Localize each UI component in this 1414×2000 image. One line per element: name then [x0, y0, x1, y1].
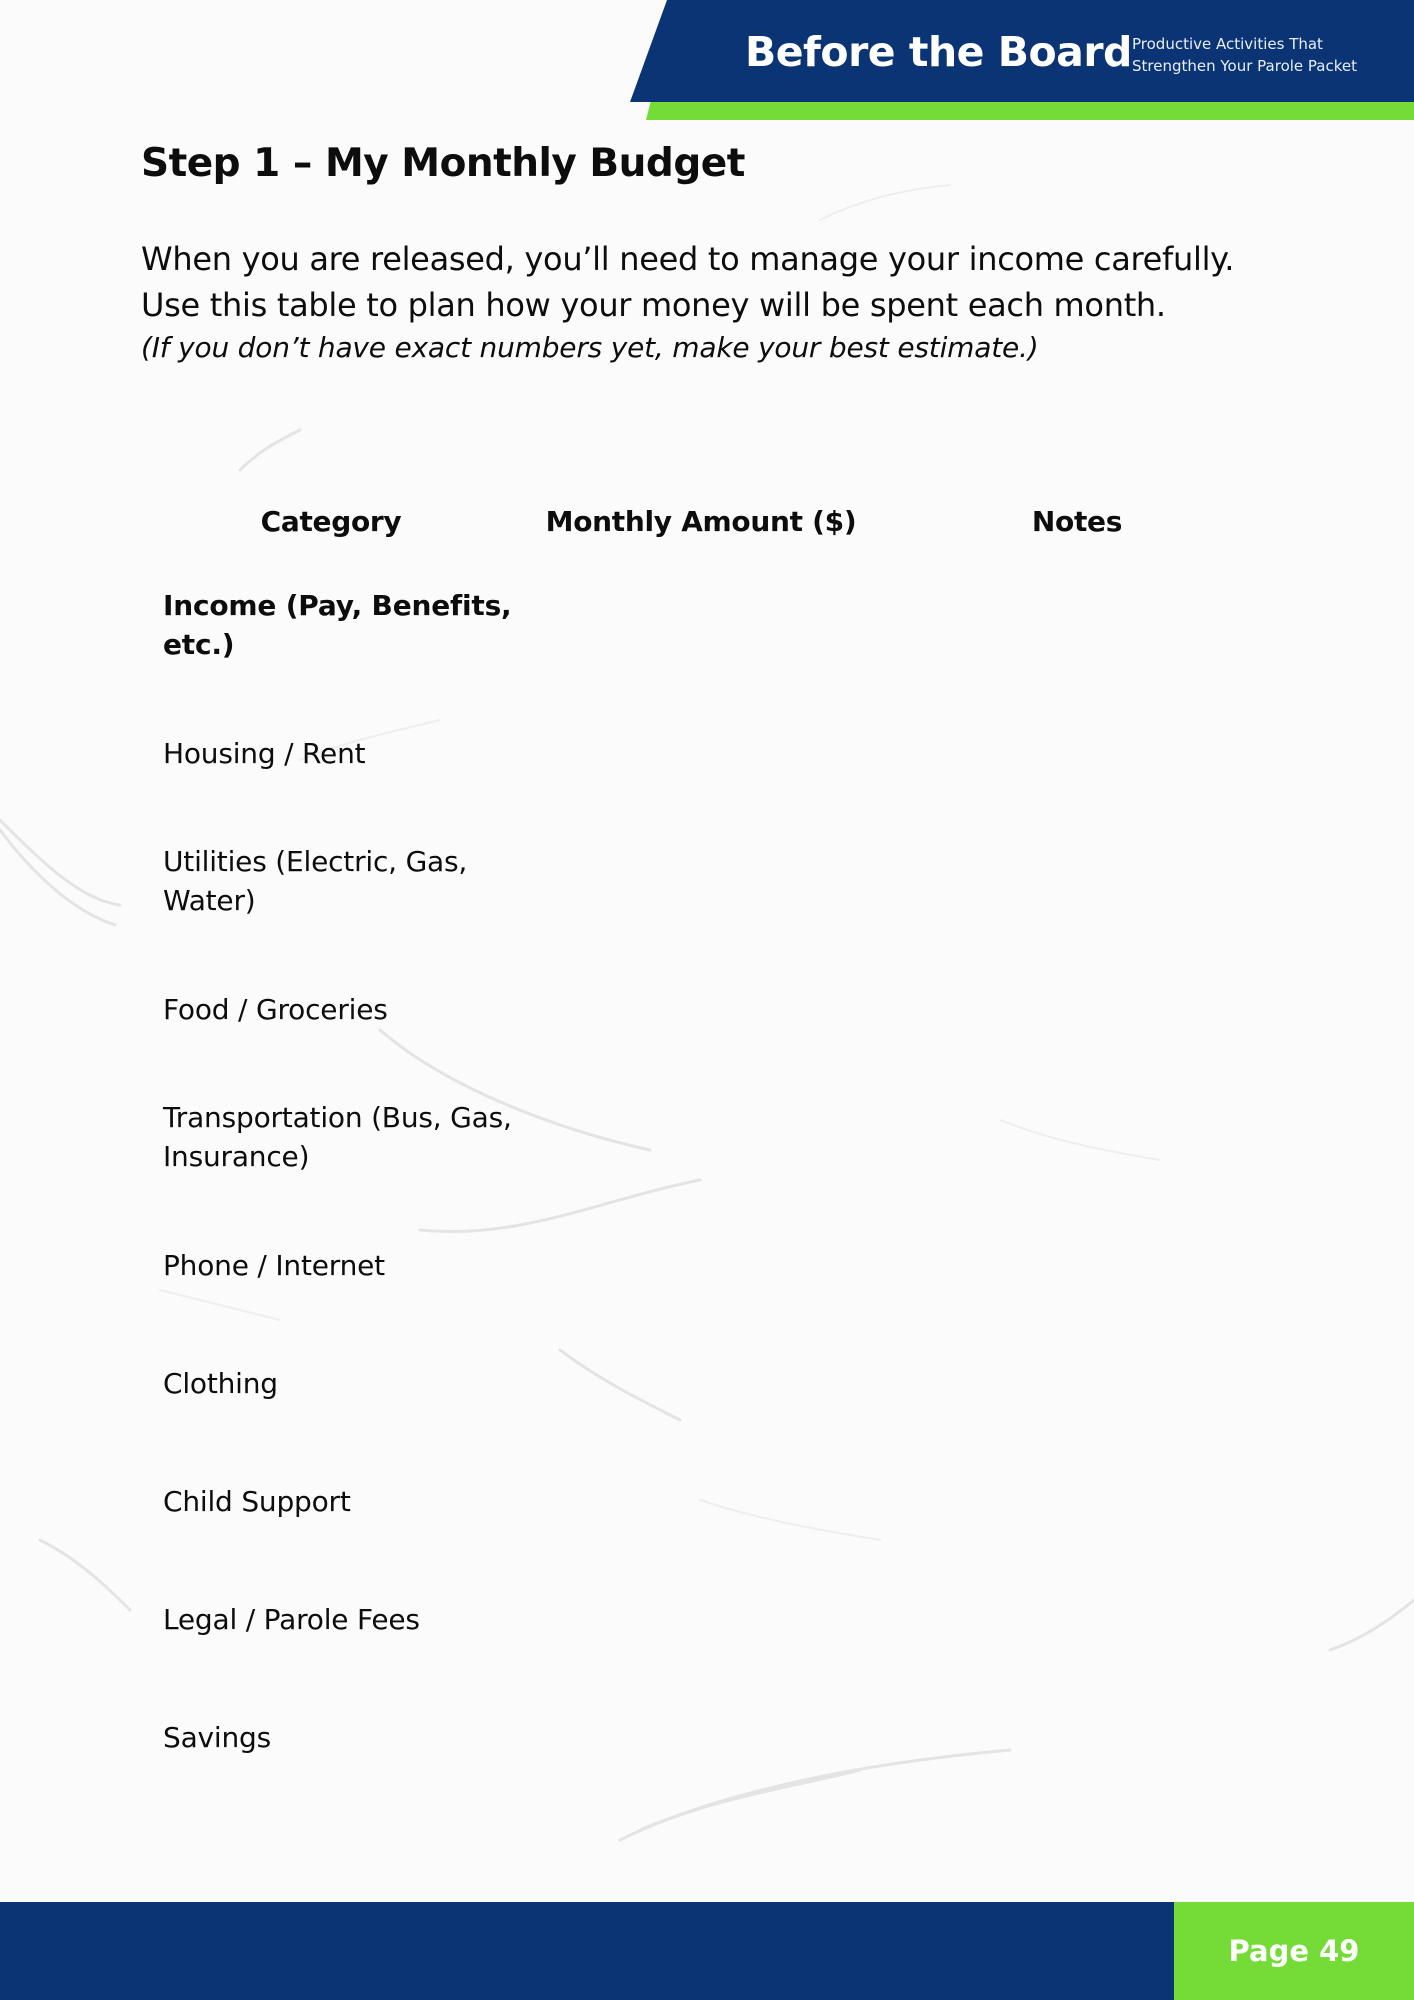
- brand-subtitle-line-2: Strengthen Your Parole Packet: [1132, 57, 1357, 75]
- budget-table: [141, 490, 1273, 1792]
- category-cell: Savings: [163, 1720, 271, 1754]
- table-row-income: [141, 552, 1273, 698]
- notes-cell[interactable]: [881, 552, 1273, 698]
- table-row-child-support: [141, 1446, 1273, 1556]
- notes-cell[interactable]: [881, 1064, 1273, 1210]
- column-header-category: Category: [260, 504, 402, 538]
- amount-cell[interactable]: [521, 1210, 881, 1320]
- notes-cell[interactable]: [881, 1320, 1273, 1446]
- category-cell: Legal / Parole Fees: [163, 1602, 420, 1636]
- table-row-food: [141, 954, 1273, 1064]
- brand-subtitle-line-1: Productive Activities That: [1132, 35, 1323, 53]
- amount-cell[interactable]: [521, 1064, 881, 1210]
- notes-cell[interactable]: [881, 1682, 1273, 1792]
- category-cell: Transportation (Bus, Gas, Insurance): [163, 1101, 512, 1173]
- notes-cell[interactable]: [881, 698, 1273, 808]
- category-cell: Income (Pay, Benefits, etc.): [163, 589, 512, 661]
- notes-cell[interactable]: [881, 954, 1273, 1064]
- amount-cell[interactable]: [521, 1446, 881, 1556]
- amount-cell[interactable]: [521, 552, 881, 698]
- intro-line-2: Use this table to plan how your money will be spent each month.: [141, 286, 1166, 324]
- page-title: Step 1 – My Monthly Budget: [141, 141, 745, 186]
- amount-cell[interactable]: [521, 1682, 881, 1792]
- category-cell: Clothing: [163, 1366, 278, 1400]
- intro-note: (If you don’t have exact numbers yet, make your best estimate.): [141, 331, 1039, 364]
- notes-cell[interactable]: [881, 1556, 1273, 1682]
- intro-line-1: When you are released, you’ll need to manage your income carefully.: [141, 240, 1235, 278]
- column-header-notes: Notes: [1031, 504, 1123, 538]
- amount-cell[interactable]: [521, 1320, 881, 1446]
- table-row-housing: [141, 698, 1273, 808]
- category-cell: Food / Groceries: [163, 992, 388, 1026]
- category-cell: Housing / Rent: [163, 736, 366, 770]
- notes-cell[interactable]: [881, 808, 1273, 954]
- category-cell: Phone / Internet: [163, 1248, 385, 1282]
- column-header-monthly-amount: Monthly Amount ($): [545, 504, 857, 538]
- category-cell: Child Support: [163, 1484, 351, 1518]
- brand-title: Before the Board: [745, 28, 1132, 76]
- amount-cell[interactable]: [521, 698, 881, 808]
- amount-cell[interactable]: [521, 1556, 881, 1682]
- notes-cell[interactable]: [881, 1210, 1273, 1320]
- amount-cell[interactable]: [521, 808, 881, 954]
- table-row-savings: [141, 1682, 1273, 1792]
- table-row-transportation: [141, 1064, 1273, 1210]
- table-header-row: [141, 490, 1273, 552]
- table-row-clothing: [141, 1320, 1273, 1446]
- notes-cell[interactable]: [881, 1446, 1273, 1556]
- table-row-utilities: [141, 808, 1273, 954]
- amount-cell[interactable]: [521, 954, 881, 1064]
- page-number: Page 49: [1228, 1934, 1360, 1968]
- table-row-legal-fees: [141, 1556, 1273, 1682]
- footer-bar: [0, 1902, 1174, 2000]
- intro-text: [141, 236, 1241, 368]
- category-cell: Utilities (Electric, Gas, Water): [163, 845, 468, 917]
- brand-subtitle: [1132, 33, 1402, 77]
- table-row-phone: [141, 1210, 1273, 1320]
